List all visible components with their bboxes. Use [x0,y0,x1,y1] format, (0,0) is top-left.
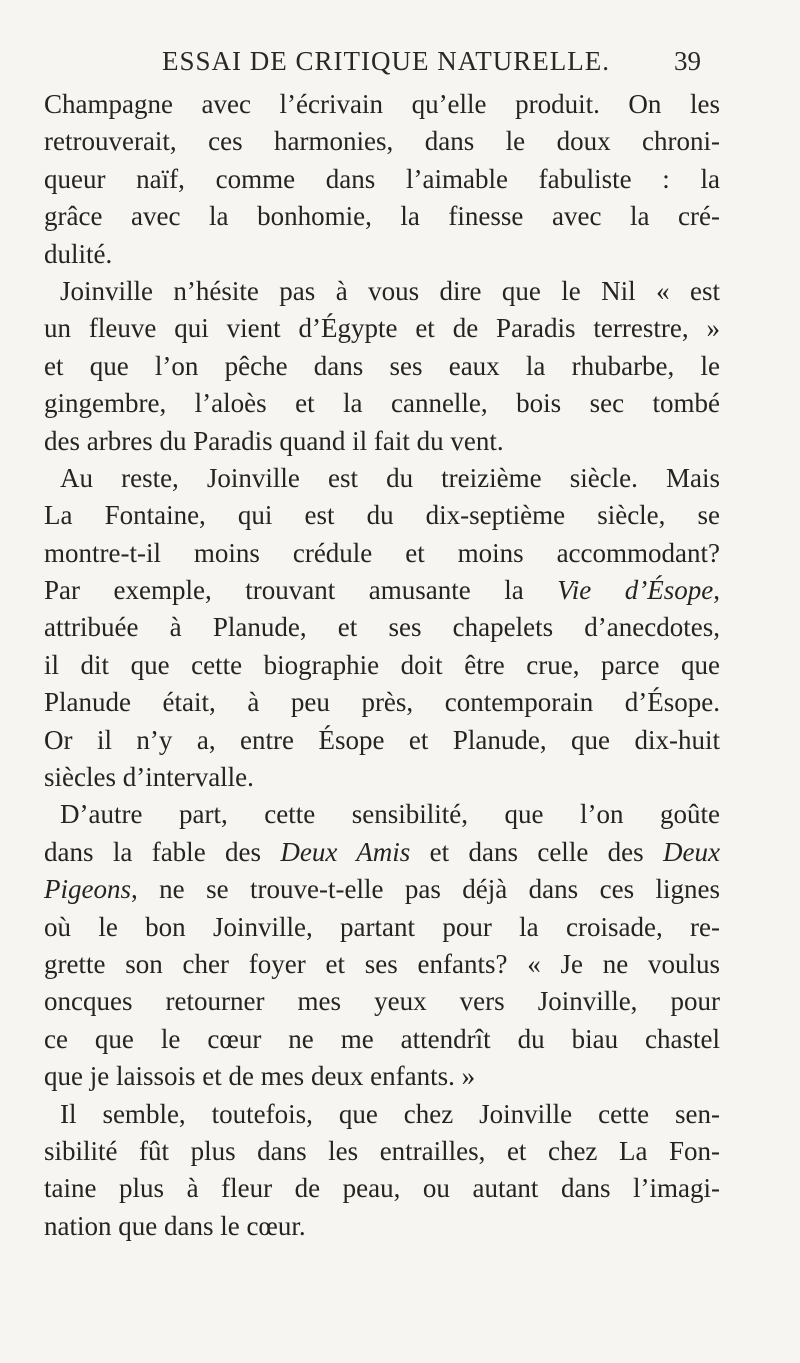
running-head: ESSAI DE CRITIQUE NATURELLE. [162,46,610,76]
text-line: Au reste, Joinville est du treizième siècle. Mais [60,462,720,493]
text-line: montre-t-il moins crédule et moins accommodant? [44,537,720,568]
text-line: un fleuve qui vient d’Égypte et de Paradis terrestre, » [44,313,720,344]
page-number: 39 [674,46,701,76]
text-line: La Fontaine, qui est du dix-septième siècle, se [44,500,720,531]
paragraph-5 [44,1096,720,1246]
text-line: Il semble, toutefois, que chez Joinville cette sen- [60,1098,720,1129]
paragraph-1 [44,86,720,273]
text-segment: , [713,575,720,606]
text-segment: dans la fable des [44,836,281,867]
text-segment: Par exemple, trouvant amusante la [44,575,558,606]
text-line [44,871,720,908]
text-line: Champagne avec l’écrivain qu’elle produit. On les [44,89,720,119]
text-line: des arbres du Paradis quand il fait du vent. [44,425,504,456]
text-line: attribuée à Planude, et ses chapelets d’anecdotes, [44,612,720,643]
text-line: nation que dans le cœur. [44,1210,306,1241]
text-line: Joinville n’hésite pas à vous dire que le Nil « est [60,275,720,306]
text-line: que je laissois et de mes deux enfants. » [44,1061,476,1092]
italic-title: Deux Amis [280,836,411,867]
paragraph-3 [44,460,720,797]
body-text [44,86,720,1245]
text-line: et que l’on pêche dans ses eaux la rhubarbe, le [44,350,720,381]
text-line: sibilité fût plus dans les entrailles, et chez La Fon- [44,1135,720,1166]
text-line: il dit que cette biographie doit être crue, parce que [44,649,720,680]
italic-title: Pigeons [44,874,131,905]
text-line: retrouverait, ces harmonies, dans le doux chroni- [44,126,720,157]
text-line [44,572,720,609]
text-line: grette son cher foyer et ses enfants? « Je ne voulus [44,948,720,979]
text-line: Or il n’y a, entre Ésope et Planude, que dix-huit [44,724,720,755]
paragraph-4 [44,796,720,1095]
text-segment: , ne se trouve-t-elle pas déjà dans ces lignes [131,874,720,905]
text-line: ce que le cœur ne me attendrît du biau chastel [44,1023,720,1054]
italic-title: Vie d’Ésope [557,575,714,606]
text-line: Planude était, à peu près, contemporain d’Ésope. [44,687,720,718]
text-line: queur naïf, comme dans l’aimable fabuliste : la [44,163,720,194]
text-line [44,834,720,871]
text-line: où le bon Joinville, partant pour la croisade, re- [44,911,720,942]
text-line: oncques retourner mes yeux vers Joinville, pour [44,986,720,1017]
text-line: gingembre, l’aloès et la cannelle, bois sec tombé [44,388,720,419]
text-line: grâce avec la bonhomie, la finesse avec la cré- [44,201,720,232]
text-line: D’autre part, cette sensibilité, que l’on goûte [60,799,720,830]
text-line: dulité. [44,238,113,269]
text-segment: et dans celle des [410,836,664,867]
text-line: siècles d’intervalle. [44,762,254,793]
text-line: taine plus à fleur de peau, ou autant dans l’imagi- [44,1173,720,1204]
paragraph-2 [44,273,720,460]
italic-title: Deux [663,836,720,867]
